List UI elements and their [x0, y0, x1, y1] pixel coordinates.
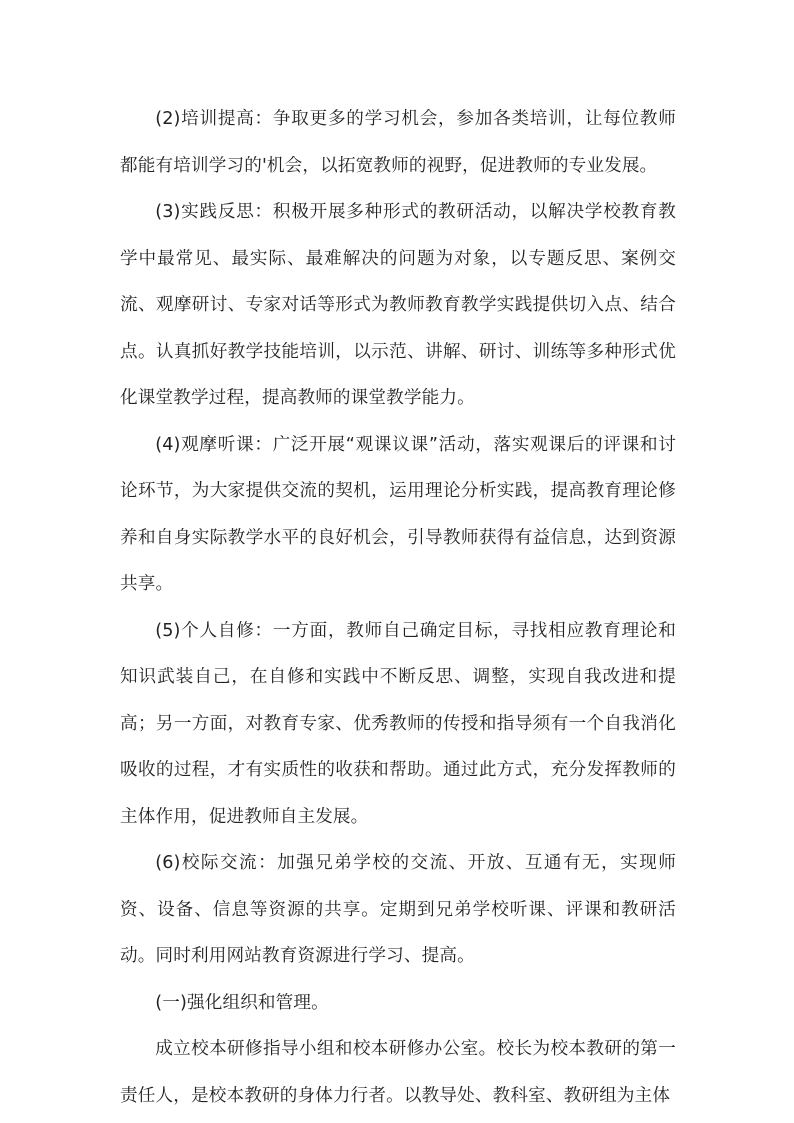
paragraph-organization: 成立校本研修指导小组和校本研修办公室。校长为校本教研的第一责任人，是校本教研的身体力行者。以教导处、教科室、教研组为主体 — [120, 1039, 676, 1106]
paragraph-observation: (4)观摩听课：广泛开展“观课议课”活动，落实观课后的评课和讨论环节，为大家提供交流的契机，运用理论分析实践，提高教育理论修养和自身实际教学水平的良好机会，引导教师获得有益信息，达到资源共享。 — [120, 434, 676, 594]
document-page — [120, 96, 676, 1119]
paragraph-self-study: (5)个人自修：一方面，教师自己确定目标，寻找相应教育理论和知识武装自己，在自修和实践中不断反思、调整，实现自我改进和提高；另一方面，对教育专家、优秀教师的传授和指导须有一个自我消化吸收的过程，才有实质性的收获和帮助。通过此方式，充分发挥教师的主体作用，促进教师自主发展。 — [120, 620, 676, 827]
paragraph-school-exchange: (6)校际交流：加强兄弟学校的交流、开放、互通有无，实现师资、设备、信息等资源的共享。定期到兄弟学校听课、评课和教研活动。同时利用网站教育资源进行学习、提高。 — [120, 853, 676, 966]
paragraph-section-heading: (一)强化组织和管理。 — [155, 992, 329, 1013]
paragraph-training: (2)培训提高：争取更多的学习机会，参加各类培训，让每位教师都能有培训学习的'机会，以拓宽教师的视野，促进教师的专业发展。 — [120, 109, 676, 176]
paragraph-practice-reflection: (3)实践反思：积极开展多种形式的教研活动，以解决学校教育教学中最常见、最实际、最难解决的问题为对象，以专题反思、案例交流、观摩研讨、专家对话等形式为教师教育教学实践提供切入点、结合点。认真抓好教学技能培训，以示范、讲解、研讨、训练等多种形式优化课堂教学过程，提高教师的课堂教学能力。 — [120, 202, 676, 408]
